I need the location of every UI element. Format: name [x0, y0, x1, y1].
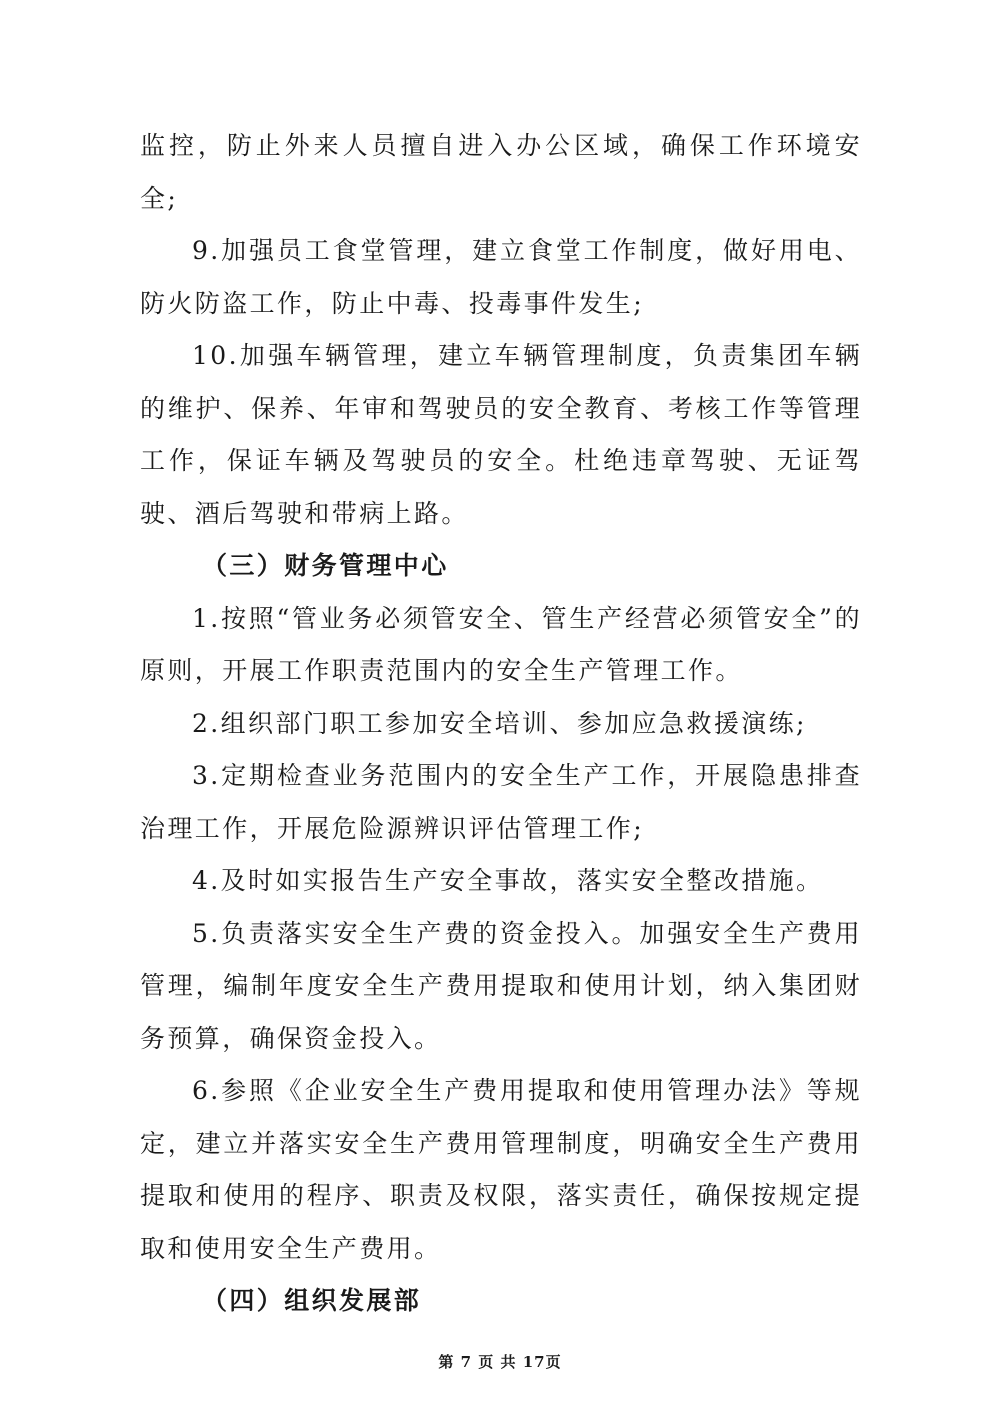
paragraph-finance-item-6: 6.参照《企业安全生产费用提取和使用管理办法》等规定，建立并落实安全生产费用管理制度，明确安全生产费用提取和使用的程序、职责及权限，落实责任，确保按规定提取和使用安全生产费用。	[140, 1076, 862, 1263]
page-number-footer: 第 7 页 共 17页	[438, 1353, 562, 1371]
paragraph-finance-item-2: 2.组织部门职工参加安全培训、参加应急救援演练;	[192, 708, 807, 738]
section-heading-finance: （三）财务管理中心	[202, 551, 449, 580]
paragraph-item-9: 9.加强员工食堂管理，建立食堂工作制度，做好用电、防火防盗工作，防止中毒、投毒事件发生;	[140, 236, 862, 318]
paragraph-item-10: 10.加强车辆管理，建立车辆管理制度，负责集团车辆的维护、保养、年审和驾驶员的安全教育、考核工作等管理工作，保证车辆及驾驶员的安全。杜绝违章驾驶、无证驾驶、酒后驾驶和带病上路。	[140, 341, 862, 528]
paragraph-finance-item-1: 1.按照“管业务必须管安全、管生产经营必须管安全”的原则，开展工作职责范围内的安全生产管理工作。	[140, 603, 862, 685]
document-body	[140, 120, 862, 1328]
paragraph-security-monitoring: 监控，防止外来人员擅自进入办公区域，确保工作环境安全;	[140, 131, 862, 213]
paragraph-finance-item-4: 4.及时如实报告生产安全事故，落实安全整改措施。	[192, 866, 824, 895]
section-heading-organization: （四）组织发展部	[202, 1286, 422, 1315]
paragraph-finance-item-3: 3.定期检查业务范围内的安全生产工作，开展隐患排查治理工作，开展危险源辨识评估管理工作;	[140, 761, 862, 843]
paragraph-finance-item-5: 5.负责落实安全生产费的资金投入。加强安全生产费用管理，编制年度安全生产费用提取和使用计划，纳入集团财务预算，确保资金投入。	[140, 918, 862, 1053]
